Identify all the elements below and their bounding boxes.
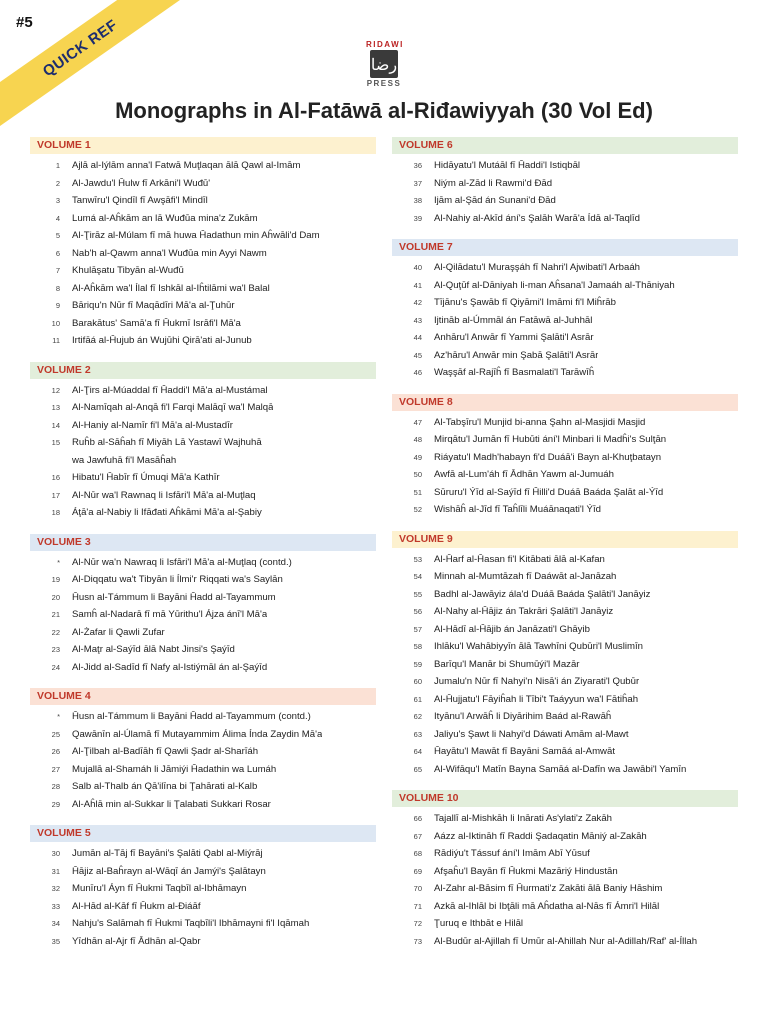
entry-title: Al-Nahy al-Ĥājiz án Takrāri Şalāti'l Janāyiz (434, 606, 614, 617)
monograph-entry (392, 192, 738, 210)
monograph-entry (392, 726, 738, 744)
entry-number: 26 (51, 747, 60, 756)
volume-header: VOLUME 2 (30, 362, 376, 379)
entry-title: Ajlā al-Iýlām anna'l Fatwā Muţlaqan ālā Qawl al-Imām (72, 160, 301, 171)
monograph-entry (30, 192, 376, 210)
monograph-entry (392, 603, 738, 621)
entry-title: Anhāru'l Anwār fī Yammi Şalāti'l Asrār (434, 332, 594, 343)
entry-title: Al-Maţr al-Saýīd ālā Nabt Jinsi's Şaýīd (72, 644, 235, 655)
monograph-entry (30, 641, 376, 659)
entry-number: 34 (51, 919, 60, 928)
monograph-entry (392, 277, 738, 295)
entry-title: Al-Wifāqu'l Matīn Bayna Samāá al-Dafīn wa Jawābi'l Yamīn (434, 763, 687, 775)
entry-number: 61 (413, 694, 422, 704)
monograph-entry (392, 466, 738, 484)
monograph-entry (392, 845, 738, 863)
entry-title: Sūruru'l Ýīd al-Saýīd fī Ĥilli'd Duáā Baáda Şalāt al-Ýīd (434, 486, 664, 498)
entry-number: 70 (413, 884, 422, 893)
entry-title: Al-Ĥujjatu'l Fāyiĥah li Tībi't Taáyyun wa'l Fātiĥah (434, 693, 639, 705)
entry-title: Ihlāku'l Wahābiyyīn ālā Tawhīni Qubūri'l Muslimīn (434, 641, 643, 652)
entry-title: Al-Hād al-Kāf fī Ĥukm al-Điáāf (72, 900, 201, 912)
entry-title: Rādiýu't Tássuf ání'l Imām Abī Yūsuf (434, 848, 590, 859)
monograph-entry (392, 210, 738, 228)
monograph-entry (30, 796, 376, 814)
entry-number: 60 (413, 677, 422, 686)
entry-number: 43 (413, 315, 422, 325)
entry-title: Al-Jawdu'l Ĥulw fī Arkāni'l Wuđū' (72, 177, 211, 189)
monograph-entry (30, 227, 376, 245)
entry-number: 10 (51, 318, 60, 328)
left-column (30, 137, 376, 950)
publisher-logo (366, 40, 402, 88)
entry-title: Ĥayātu'l Mawāt fī Bayāni Samāá al-Amwāt (434, 746, 615, 757)
entry-title: Al-Ĥarf al-Ĥasan fi'l Kitābati ālā al-Kafan (434, 553, 605, 565)
entry-title: Bāriqu'n Nūr fī Maqādīri Mā'a al-Ţuhūr (72, 300, 235, 311)
entry-title: Al-Aĥkām wa'l Ílal fī Ishkāl al-Iĥtilāmi wa'l Balal (72, 282, 270, 294)
entry-number: 31 (51, 866, 60, 876)
monograph-entry (392, 501, 738, 519)
entry-title: Ijām al-Şād án Sunani'd Đād (434, 195, 556, 206)
entry-number: 19 (51, 575, 60, 584)
monograph-entry (30, 469, 376, 487)
monograph-entry (392, 294, 738, 312)
entry-title: Al-Nūr wa'l Rawnaq li Isfāri'l Mā'a al-Muţlaq (72, 489, 256, 501)
monograph-entry (392, 449, 738, 467)
monograph-entry (30, 659, 376, 677)
entry-title: Hidāyatu'l Mutáāl fī Ĥaddi'l Istiqbāl (434, 160, 581, 171)
monograph-entry (30, 554, 376, 572)
entry-title: Afşaĥu'l Bayān fī Ĥukmi Mazāriý Hindustān (434, 865, 618, 877)
monograph-entry (392, 551, 738, 569)
monograph-entry (392, 157, 738, 175)
entry-number: 29 (51, 799, 60, 809)
volume-header: VOLUME 6 (392, 137, 738, 154)
entry-title: Badhl al-Jawāyiz ála'd Duáā Baáda Şalāti'l Janāyiz (434, 588, 651, 600)
entry-title: Niým al-Zād li Rawmi'd Đād (434, 177, 553, 189)
entry-title: Waşşāf al-Rajīĥ fī Basmalati'l Tarāwīĥ (434, 367, 595, 378)
entry-number: 27 (51, 764, 60, 774)
entry-number: 25 (51, 729, 60, 739)
monograph-entry (392, 708, 738, 726)
monograph-entry (30, 778, 376, 796)
monograph-entry (392, 414, 738, 432)
entry-number: 4 (55, 213, 60, 223)
entry-number: 22 (51, 627, 60, 637)
section-gap (392, 519, 738, 531)
monograph-entry (392, 691, 738, 709)
entry-number: 68 (413, 849, 422, 858)
entry-number: 9 (55, 301, 60, 310)
entry-number: 36 (413, 161, 422, 170)
section-gap (30, 522, 376, 534)
monograph-entry (30, 708, 376, 726)
monograph-entry (30, 571, 376, 589)
monograph-entry (392, 347, 738, 365)
section-gap (30, 813, 376, 825)
entry-title: Aázz al-Iktināh fī Raddi Şadaqatin Māniý al-Zakāh (434, 830, 647, 842)
monograph-entry (392, 638, 738, 656)
entry-number: 5 (55, 231, 60, 240)
volume-header: VOLUME 3 (30, 534, 376, 551)
monograph-entry (392, 933, 738, 951)
entry-number: 48 (413, 435, 422, 444)
entry-title: Tījānu's Şawāb fī Qiyāmi'l Imāmi fi'l Miĥrāb (434, 297, 616, 308)
monograph-entry (392, 484, 738, 502)
monograph-entry (30, 743, 376, 761)
entry-number: 24 (51, 662, 60, 672)
entry-title: Al-Diqqatu wa't Tibyān li Ílmi'r Riqqati wa's Saylān (72, 574, 283, 585)
entry-title: Jumalu'n Nūr fī Nahyi'n Nisā'i án Ziyarati'l Qubūr (434, 676, 640, 687)
entry-number: 23 (51, 645, 60, 654)
entry-title: Al-Jidd al-Sadīd fī Nafy al-Istiýmāl án al-Şaýīd (72, 661, 268, 673)
monograph-entry (30, 606, 376, 624)
entry-number: 12 (51, 385, 60, 395)
entry-number: 13 (51, 403, 60, 412)
entry-number: 35 (51, 936, 60, 946)
entry-number: 44 (413, 333, 422, 342)
monograph-entry (392, 656, 738, 674)
volume-section (392, 137, 738, 227)
entry-title: Jumān al-Tāj fī Bayāni's Şalāti Qabl al-Miýrāj (72, 848, 263, 859)
entry-title: Al-Ţirāz al-Múlam fī mā huwa Ĥadathun min Aĥwāli'd Dam (72, 230, 320, 241)
entry-title: Jaliyu's Şawt li Nahyi'd Dáwati Amām al-Mawt (434, 728, 629, 740)
volume-header: VOLUME 9 (392, 531, 738, 548)
entry-number: 69 (413, 866, 422, 876)
entry-title: Al-Ţirs al-Múaddal fī Ĥaddi'l Mā'a al-Mustámal (72, 384, 268, 396)
section-gap (392, 227, 738, 239)
entry-number: 7 (55, 266, 60, 275)
entry-number: 52 (413, 505, 422, 514)
entry-number: 18 (51, 508, 60, 517)
entry-number: 67 (413, 831, 422, 841)
monograph-entry (30, 245, 376, 263)
entry-title: Wishāĥ al-Jīd fī Taĥlīli Muáānaqati'l Ýīd (434, 504, 601, 515)
entry-title: Ĥusn al-Támmum li Bayāni Ĥadd al-Tayammum (72, 591, 276, 603)
entry-number: 50 (413, 470, 422, 479)
monograph-entry (30, 262, 376, 280)
monograph-entry (30, 726, 376, 744)
monograph-entry (30, 280, 376, 298)
entry-title: wa Jawfuhā fi'l Masāĥah (72, 454, 177, 466)
entry-title: Al-Ţilbah al-Badīāh fī Qawli Şadr al-Sharīáh (72, 746, 259, 757)
monograph-entry (30, 589, 376, 607)
monograph-entry (392, 175, 738, 193)
entry-title: Hibatu'l Ĥabīr fī Úmuqi Mā'a Kathīr (72, 472, 220, 483)
section-gap (30, 676, 376, 688)
entry-number: 8 (55, 283, 60, 293)
entry-number: 30 (51, 849, 60, 858)
entry-number: 1 (55, 161, 60, 170)
entry-number: 71 (413, 901, 422, 911)
entry-title: Al-Zahr al-Bāsim fī Ĥurmati'z Zakāti ālā Baniy Hāshim (434, 883, 663, 894)
monograph-entry (30, 452, 376, 470)
entry-title: Ţuruq e Ithbāt e Hilāl (434, 918, 524, 929)
entry-number: 15 (51, 438, 60, 447)
right-column (392, 137, 738, 950)
entry-title: Al-Haniy al-Namīr fi'l Mā'a al-Mustadīr (72, 419, 233, 431)
monograph-entry (30, 434, 376, 452)
monograph-entry (30, 175, 376, 193)
entry-title: Salb al-Thalb án Qā'ilīna bi Ţahārati al-Kalb (72, 781, 258, 792)
logo-mark-icon: رضا (370, 50, 398, 78)
entry-number: 28 (51, 782, 60, 791)
entry-number: 54 (413, 572, 422, 581)
monograph-entry (392, 828, 738, 846)
monograph-entry (30, 487, 376, 505)
entry-number: 66 (413, 814, 422, 823)
volume-header: VOLUME 8 (392, 394, 738, 411)
entry-title: Mujallā al-Shamáh li Jāmiýi Ĥadathin wa Lumáh (72, 763, 277, 775)
entry-number: 39 (413, 213, 422, 223)
monograph-entry (30, 504, 376, 522)
entry-number: 46 (413, 368, 422, 377)
entry-number: 57 (413, 624, 422, 634)
entry-number: 62 (413, 712, 422, 721)
entry-title: Al-Nūr wa'n Nawraq li Isfāri'l Mā'a al-Muţlaq (contd.) (72, 556, 292, 568)
monograph-entry (30, 761, 376, 779)
entry-number: 55 (413, 589, 422, 599)
monograph-entry (30, 297, 376, 315)
monograph-entry (392, 568, 738, 586)
volume-section (392, 239, 738, 382)
monograph-entry (392, 259, 738, 277)
entry-number: 42 (413, 298, 422, 307)
entry-title: Al-Nahiy al-Akīd ání's Şalāh Warā'a Ídā al-Taqlīd (434, 212, 640, 224)
entry-title: Yīdhān al-Ajr fī Ādhān al-Qabr (72, 935, 201, 947)
section-gap (392, 382, 738, 394)
monograph-entry (392, 621, 738, 639)
section-gap (30, 350, 376, 362)
monograph-entry (30, 880, 376, 898)
logo-bottom-text: PRESS (366, 79, 402, 88)
page-title: Monographs in Al-Fatāwā al-Riđawiyyah (30 Vol Ed) (115, 98, 653, 123)
entry-number: 40 (413, 263, 422, 272)
monograph-entry (30, 915, 376, 933)
entry-title: Al-Tabşīru'l Munjid bi-anna Şahn al-Masjidi Masjid (434, 416, 646, 428)
volume-header: VOLUME 4 (30, 688, 376, 705)
entry-number: * (57, 712, 60, 721)
monograph-entry (30, 845, 376, 863)
entry-title: Irtifāá al-Ĥujub án Wujūhi Qirā'ati al-Junub (72, 335, 252, 346)
entry-number: 41 (413, 280, 422, 290)
monograph-entry (392, 364, 738, 382)
entry-title: Ityānu'l Arwāĥ li Diyārihim Baád al-Rawāĥ (434, 711, 612, 722)
entry-title: Barakātus' Samā'a fī Ĥukmī Isrāfi'l Mā'a (72, 317, 241, 329)
volume-section (392, 394, 738, 519)
entry-title: Ruĥb al-Sāĥah fī Miyāh Lā Yastawī Wajhuhā (72, 437, 262, 448)
entry-title: Samĥ al-Nadarā fī mā Yūrithu'l Ájza ánī'l Mā'a (72, 609, 268, 620)
monograph-entry (392, 673, 738, 691)
entry-title: Ĥājiz al-Baĥrayn al-Wāqī án Jamýi's Şalātayn (72, 865, 266, 877)
monograph-entry (30, 863, 376, 881)
volume-section (392, 531, 738, 779)
monograph-entry (30, 624, 376, 642)
monograph-entry (392, 863, 738, 881)
entry-title: Qawānīn al-Úlamā fī Mutayammim Álima Índa Zaydin Mā'a (72, 728, 323, 740)
monograph-entry (30, 933, 376, 951)
entry-title: Al-Qilādatu'l Muraşşáh fī Nahri'l Ajwibati'l Arbaáh (434, 262, 640, 273)
entry-title: Mirqātu'l Jumān fī Hubūti ání'l Minbari li Madĥi's Sulţān (434, 434, 667, 445)
entry-title: Al-Aĥlā min al-Sukkar li Ţalabati Sukkari Rosar (72, 798, 271, 810)
entry-title: Nab'h al-Qawm anna'l Wuđūa min Ayyi Nawm (72, 247, 267, 259)
entry-title: Awfā al-Lum'áh fī Ādhān Yawm al-Jumuáh (434, 469, 614, 480)
entry-title: Al-Budūr al-Ajillah fī Umūr al-Ahillah Nur al-Adillah/Raf' al-Íllah (434, 935, 698, 947)
monograph-entry (30, 332, 376, 350)
monograph-entry (392, 880, 738, 898)
volume-header: VOLUME 7 (392, 239, 738, 256)
entry-number: 64 (413, 747, 422, 756)
volume-section (30, 534, 376, 677)
entry-title: Ijtināb al-Úmmāl án Fatāwā al-Juhhāl (434, 314, 593, 326)
entry-number: 16 (51, 473, 60, 482)
entry-title: Riáyatu'l Madh'habayn fi'd Duáā'i Bayn al-Khuţbatayn (434, 451, 662, 463)
entry-title: Lumá al-Aĥkām an lā Wuđūa mina'z Zukām (72, 212, 258, 224)
monograph-entry (30, 898, 376, 916)
entry-number: 58 (413, 642, 422, 651)
entry-title: Az'hāru'l Anwār min Şabā Şalāti'l Asrār (434, 349, 599, 361)
entry-number: 53 (413, 554, 422, 564)
monograph-entry (392, 743, 738, 761)
entry-title: Barīqu'l Manār bi Shumūýi'l Mazār (434, 658, 580, 670)
entry-title: Al-Żafar li Qawli Zufar (72, 626, 165, 638)
section-gap (392, 778, 738, 790)
entry-number: 21 (51, 610, 60, 619)
entry-number: 51 (413, 487, 422, 497)
monograph-entry (392, 431, 738, 449)
entry-number: 14 (51, 420, 60, 430)
entry-number: 33 (51, 901, 60, 911)
entry-number: * (57, 557, 60, 567)
entry-title: Nahju's Salāmah fī Ĥukmi Taqbīli'l Ibhāmayni fi'l Iqāmah (72, 918, 310, 929)
volume-header: VOLUME 5 (30, 825, 376, 842)
page-number: #5 (16, 14, 33, 31)
volume-section (30, 688, 376, 813)
monograph-entry (392, 586, 738, 604)
volume-section (392, 790, 738, 950)
monograph-entry (392, 761, 738, 779)
entry-number: 72 (413, 919, 422, 928)
entry-number: 45 (413, 350, 422, 360)
entry-number: 47 (413, 417, 422, 427)
entry-title: Áţā'a al-Nabiy li Ifāđati Aĥkāmi Mā'a al-Şabiy (72, 507, 262, 518)
volume-section (30, 362, 376, 522)
entry-title: Munīru'l Áyn fī Ĥukmi Taqbīl al-Ibhāmayn (72, 883, 247, 894)
monograph-entry (30, 417, 376, 435)
entry-number: 63 (413, 729, 422, 739)
entry-number: 59 (413, 659, 422, 669)
entry-number: 37 (413, 178, 422, 188)
entry-number: 65 (413, 764, 422, 774)
entry-title: Minnah al-Mumtāzah fī Daáwāt al-Janāzah (434, 571, 617, 582)
entry-title: Tajallī al-Mishkāh li Inārati As'ylati'z Zakāh (434, 813, 613, 824)
entry-title: Khulāşatu Tibyān al-Wuđū (72, 265, 184, 276)
entry-number: 2 (55, 178, 60, 188)
entry-number: 17 (51, 490, 60, 500)
entry-number: 49 (413, 452, 422, 462)
entry-number: 3 (55, 196, 60, 205)
monograph-entry (392, 915, 738, 933)
entry-title: Al-Namīqah al-Anqā fi'l Farqi Malāqī wa'l Malqā (72, 402, 274, 413)
monograph-entry (30, 157, 376, 175)
volume-section (30, 825, 376, 950)
monograph-entry (392, 312, 738, 330)
monograph-entry (392, 329, 738, 347)
logo-top-text: RIDAWI (366, 40, 404, 49)
entry-number: 32 (51, 884, 60, 893)
entry-number: 11 (52, 336, 60, 345)
entry-number: 38 (413, 196, 422, 205)
monograph-entry (30, 210, 376, 228)
quick-ref-ribbon: QUICK REF (0, 0, 189, 132)
entry-title: Al-Hādī al-Ĥājib án Janāzati'l Ghāyib (434, 623, 590, 635)
entry-title: Ĥusn al-Támmum li Bayāni Ĥadd al-Tayammum (contd.) (72, 711, 311, 722)
entry-title: Azkā al-Ihlāl bi Ibţāli mā Aĥdatha al-Nās fī Ámri'l Hilāl (434, 900, 660, 912)
entry-number: 6 (55, 248, 60, 258)
entry-number (30, 452, 60, 470)
volume-header: VOLUME 10 (392, 790, 738, 807)
entry-title: Al-Quţūf al-Dāniyah li-man Aĥsana'l Jamaáh al-Thāniyah (434, 279, 675, 291)
monograph-entry (30, 315, 376, 333)
monograph-entry (392, 898, 738, 916)
monograph-entry (30, 382, 376, 400)
entry-title: Tanwīru'l Qindīl fī Awşāfi'l Mindīl (72, 195, 208, 206)
volume-header: VOLUME 1 (30, 137, 376, 154)
entry-number: 20 (51, 592, 60, 602)
entry-number: 56 (413, 607, 422, 616)
monograph-entry (30, 399, 376, 417)
monograph-entry (392, 810, 738, 828)
volume-section (30, 137, 376, 350)
entry-number: 73 (413, 936, 422, 946)
